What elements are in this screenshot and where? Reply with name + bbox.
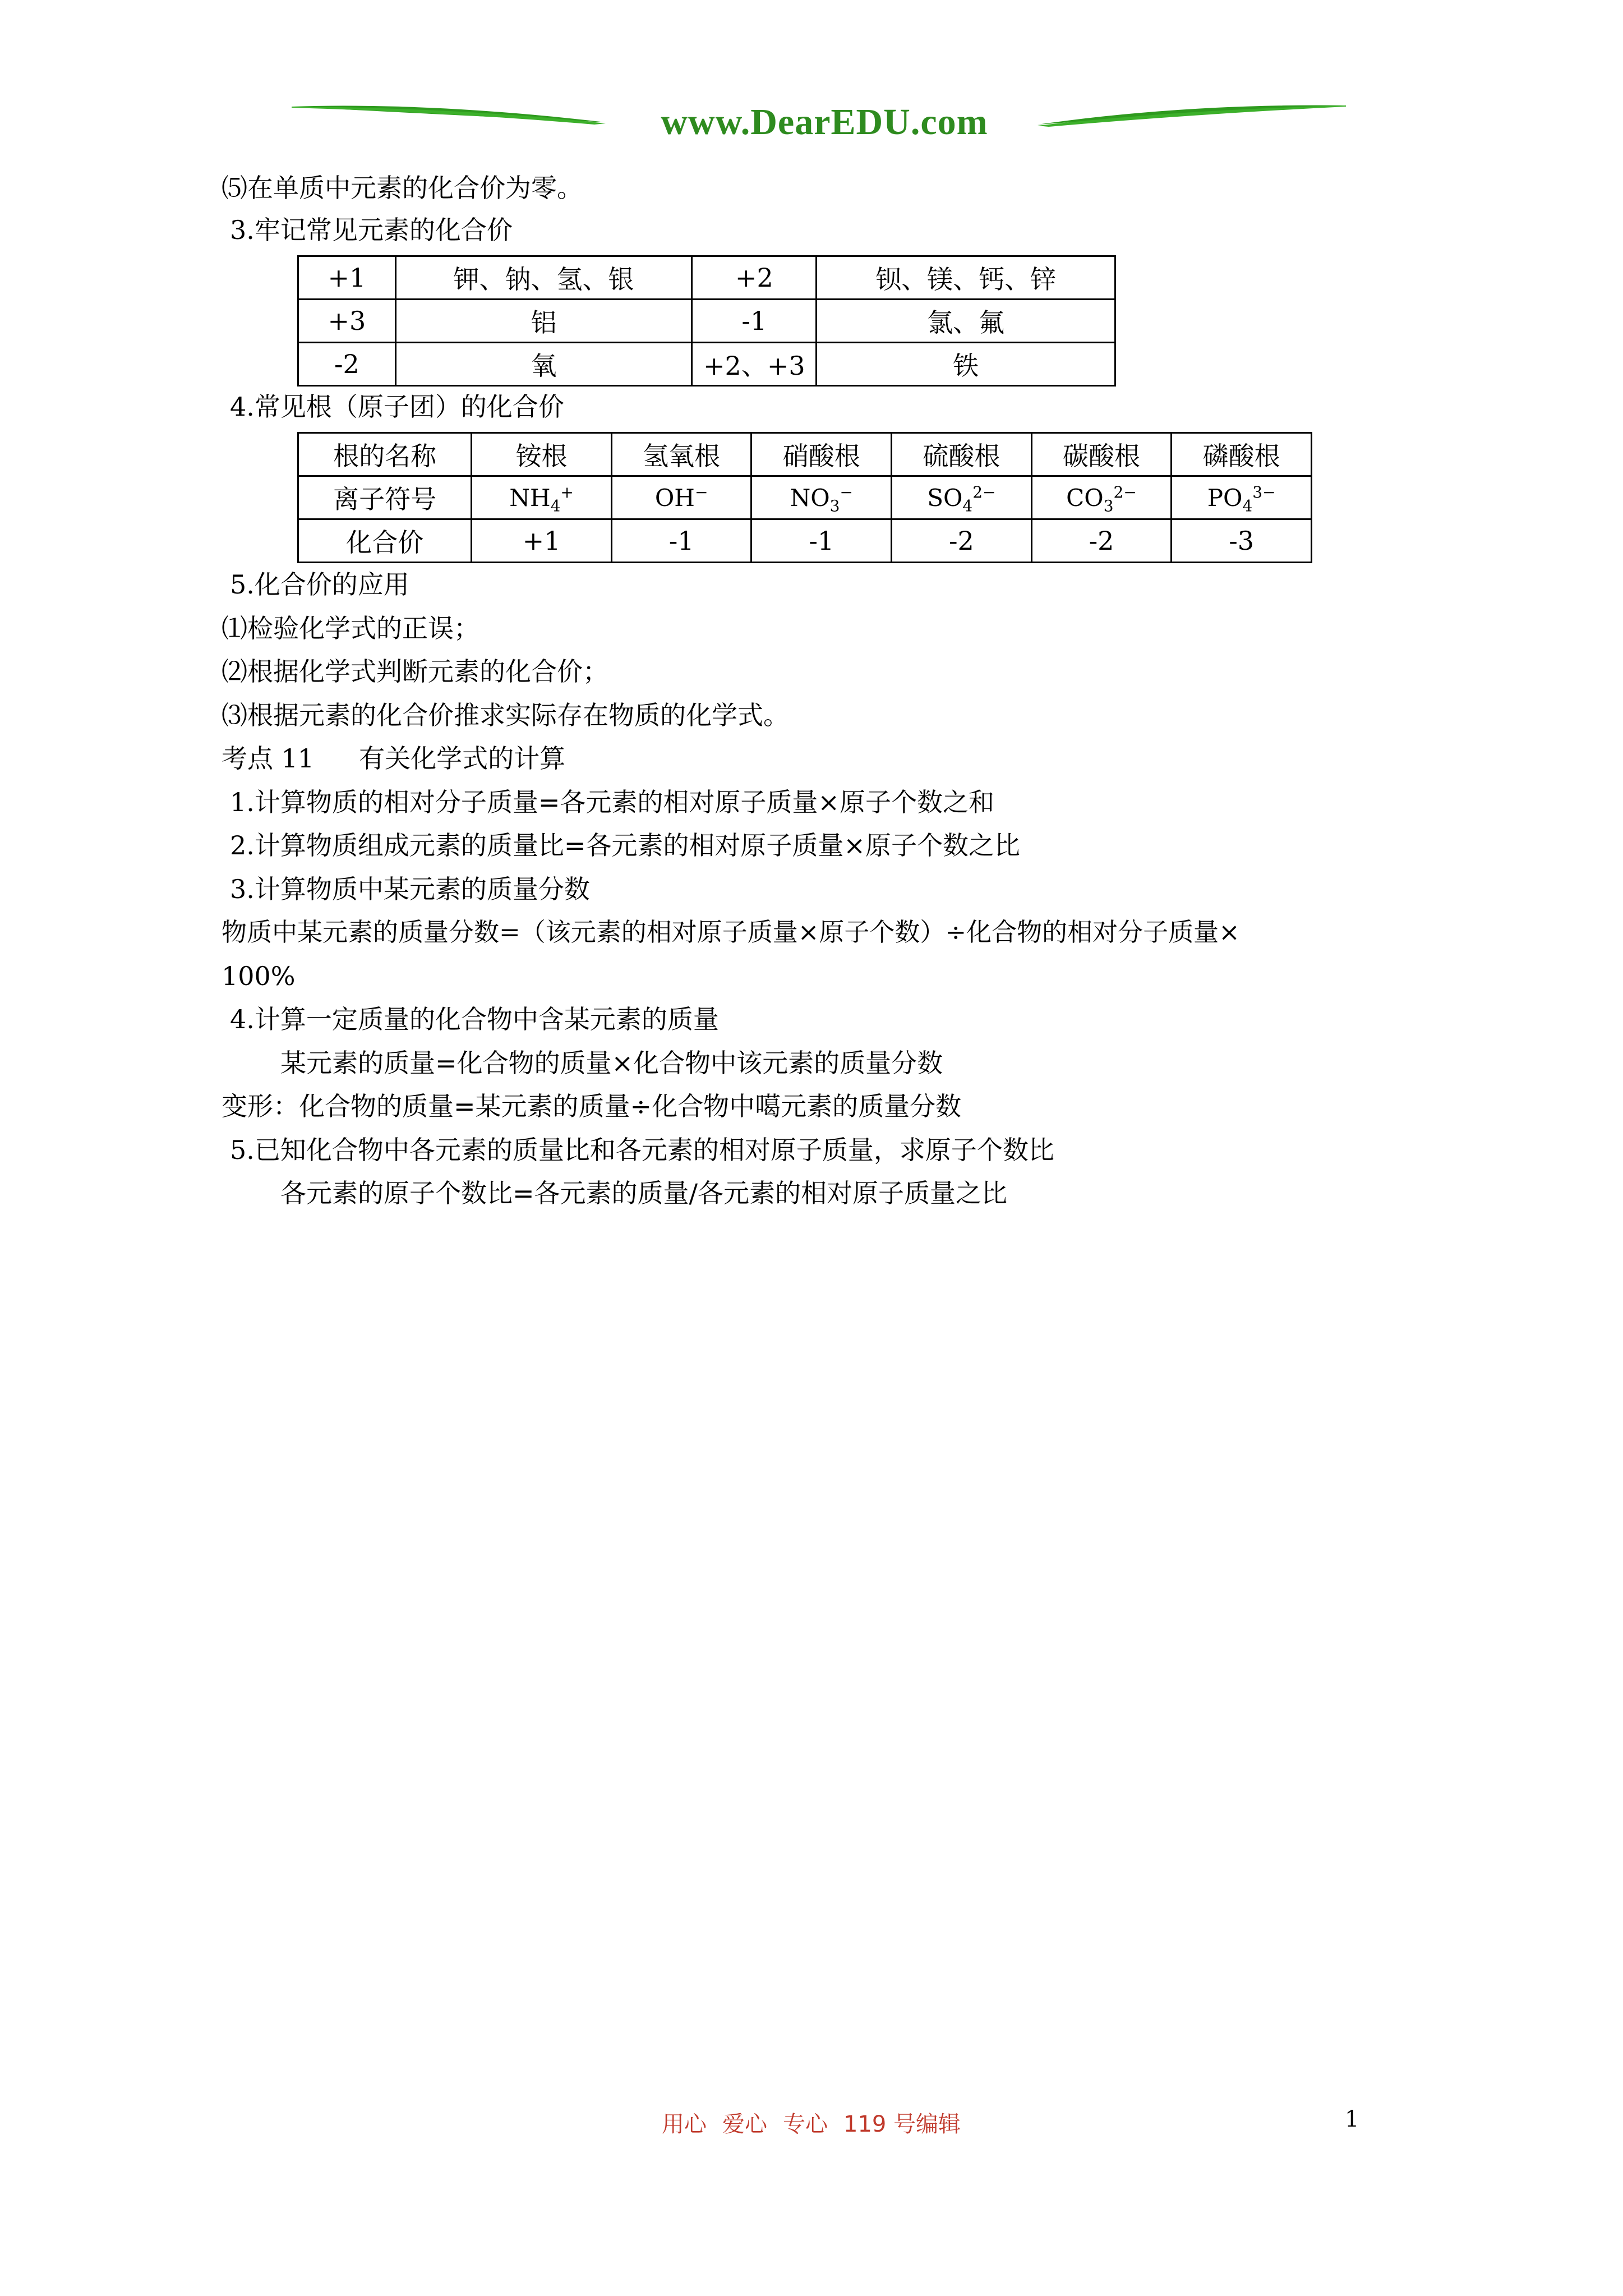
text-line-6: ⑵根据化学式判断元素的化合价； [222, 656, 608, 687]
valence-table-cell: -2 [298, 343, 396, 386]
valence-table-cell: -1 [692, 300, 817, 343]
valence-table-row [298, 343, 1115, 386]
text-line-17: 5.已知化合物中各元素的质量比和各元素的相对原子质量，求原子个数比 [230, 1135, 1054, 1165]
page-number: 1 [1345, 2106, 1359, 2132]
ion-charge: 2− [972, 482, 996, 501]
radical-row-label: 化合价 [298, 519, 472, 563]
valence-table-row [298, 256, 1115, 300]
ion-base: PO [1207, 484, 1243, 512]
text-line-7: ⑶根据元素的化合价推求实际存在物质的化学式。 [222, 700, 789, 730]
text-line-14: 4.计算一定质量的化合物中含某元素的质量 [230, 1004, 719, 1034]
ion-base: OH [654, 484, 695, 512]
radical-valence-cell: -1 [751, 519, 892, 563]
radical-row-label: 离子符号 [298, 476, 472, 519]
radical-name-cell: 铵根 [472, 433, 612, 476]
radical-name-cell: 硫酸根 [892, 433, 1032, 476]
valence-table-cell: +2、+3 [692, 343, 817, 386]
valence-table-cell: +3 [298, 300, 396, 343]
valence-table-cell: +2 [692, 256, 817, 300]
ion-subscript: 3 [829, 496, 840, 515]
radical-symbol-row [298, 476, 1312, 519]
radical-symbol-cell [751, 476, 892, 519]
radical-name-cell: 硝酸根 [751, 433, 892, 476]
text-line-9: 1.计算物质的相对分子质量=各元素的相对原子质量×原子个数之和 [230, 787, 994, 817]
text-line-2: 3.牢记常见元素的化合价 [230, 215, 513, 245]
radical-symbol-cell [892, 476, 1032, 519]
radical-valence-cell: -2 [892, 519, 1032, 563]
topic-number: 考点 11 [222, 743, 315, 774]
ion-charge: 3− [1252, 482, 1276, 501]
ion-charge: − [694, 482, 708, 501]
footer-item: 爱心 [722, 2111, 767, 2137]
valence-table-cell: 钾、钠、氢、银 [395, 256, 692, 300]
radical-symbol-cell [1031, 476, 1172, 519]
text-line-13: 100% [222, 961, 296, 991]
footer-item: 用心 [662, 2111, 707, 2137]
text-line-4: 5.化合价的应用 [230, 569, 409, 600]
ion-base: NO [790, 484, 830, 512]
text-line-12: 物质中某元素的质量分数=（该元素的相对原子质量×原子个数）÷化合物的相对分子质量× [222, 917, 1240, 947]
text-line-8 [222, 742, 565, 775]
valence-table-cell: 钡、镁、钙、锌 [817, 256, 1115, 300]
footer-item: 119 号编辑 [843, 2111, 961, 2137]
valence-table [297, 255, 1116, 386]
radical-name-cell: 磷酸根 [1172, 433, 1312, 476]
page-footer [662, 2106, 976, 2138]
text-line-5: ⑴检验化学式的正误； [222, 613, 479, 643]
ion-charge: − [840, 482, 853, 501]
valence-table-cell: 氯、氟 [817, 300, 1115, 343]
site-logo-text: www.DearEDU.com [661, 102, 988, 142]
site-header [292, 95, 1346, 146]
text-line-18: 各元素的原子个数比=各元素的质量/各元素的相对原子质量之比 [280, 1178, 1008, 1208]
valence-table-cell: 铁 [817, 343, 1115, 386]
radical-valence-cell: -3 [1172, 519, 1312, 563]
ion-subscript: 3 [1103, 496, 1114, 515]
ion-charge: + [560, 482, 574, 501]
radical-name-row [298, 433, 1312, 476]
valence-table-cell: +1 [298, 256, 396, 300]
ion-subscript: 4 [1242, 496, 1253, 515]
radical-table [297, 432, 1312, 563]
ion-subscript: 4 [550, 496, 561, 515]
valence-table-cell: 氧 [395, 343, 692, 386]
ion-charge: 2− [1113, 482, 1137, 501]
footer-item: 专心 [783, 2111, 828, 2137]
ion-subscript: 4 [962, 496, 973, 515]
topic-title: 有关化学式的计算 [359, 743, 566, 774]
text-line-10: 2.计算物质组成元素的质量比=各元素的相对原子质量×原子个数之比 [230, 830, 1020, 861]
radical-symbol-cell [1172, 476, 1312, 519]
text-line-1: ⑸在单质中元素的化合价为零。 [222, 173, 583, 203]
valence-table-row [298, 300, 1115, 343]
radical-name-cell: 碳酸根 [1031, 433, 1172, 476]
text-line-11: 3.计算物质中某元素的质量分数 [230, 874, 590, 904]
radical-valence-cell: +1 [472, 519, 612, 563]
ion-base: CO [1066, 484, 1104, 512]
ion-base: SO [927, 484, 963, 512]
text-line-3: 4.常见根（原子团）的化合价 [230, 392, 564, 422]
radical-symbol-cell [611, 476, 751, 519]
ion-base: NH [509, 484, 551, 512]
radical-valence-cell: -2 [1031, 519, 1172, 563]
radical-row-label: 根的名称 [298, 433, 472, 476]
radical-name-cell: 氢氧根 [611, 433, 751, 476]
text-line-16: 变形：化合物的质量=某元素的质量÷化合物中噶元素的质量分数 [222, 1091, 962, 1121]
valence-table-cell: 铝 [395, 300, 692, 343]
radical-valence-row [298, 519, 1312, 563]
radical-valence-cell: -1 [611, 519, 751, 563]
text-line-15: 某元素的质量=化合物的质量×化合物中该元素的质量分数 [280, 1048, 943, 1078]
radical-symbol-cell [472, 476, 612, 519]
